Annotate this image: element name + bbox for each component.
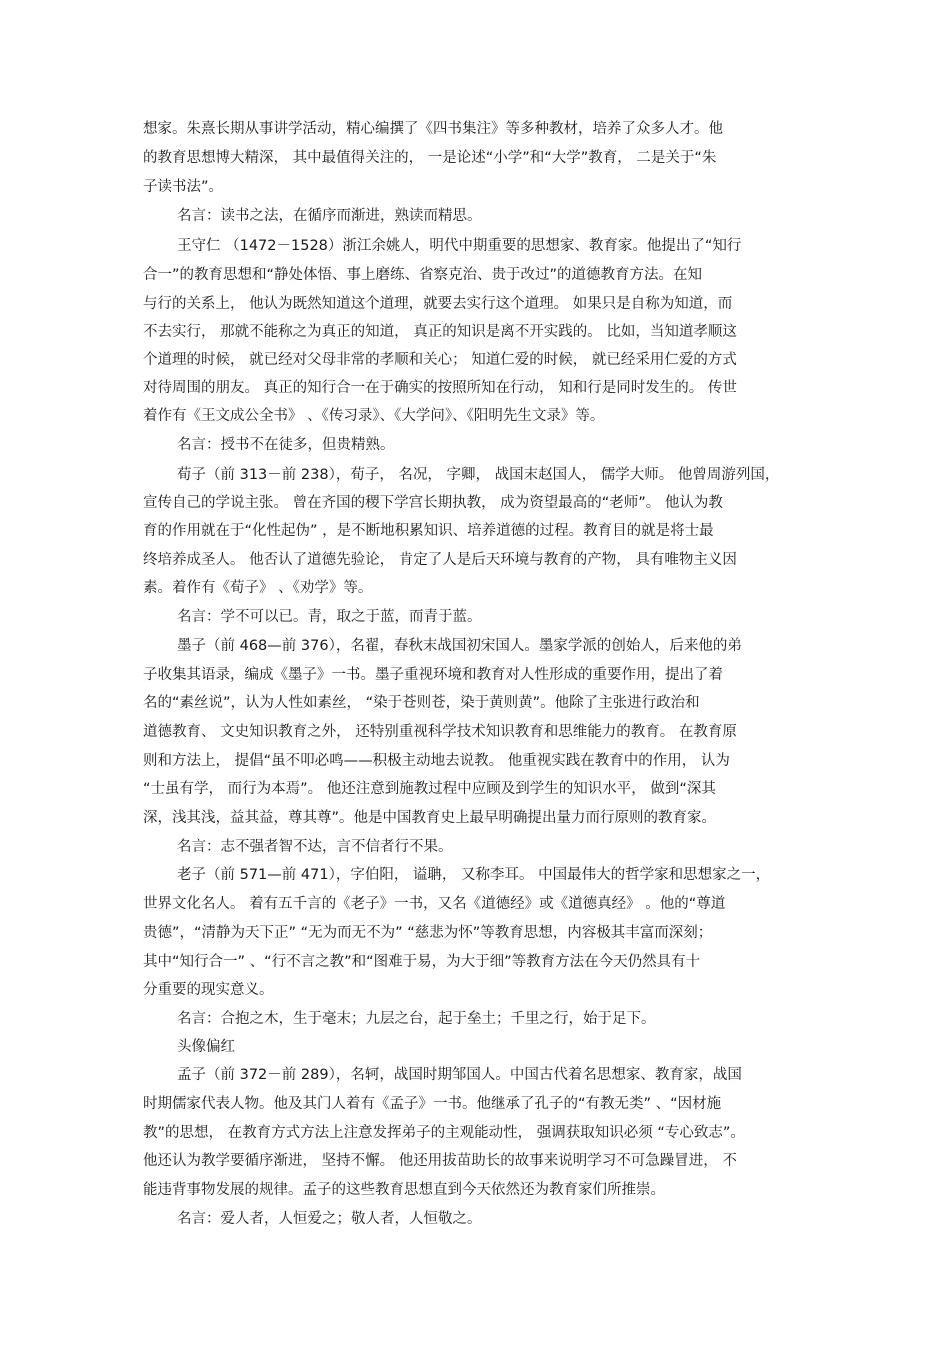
text-line: 老子（前 571—前 471），字伯阳， 谥聃， 又称李耳。 中国最伟大的哲学家和思想家之一， (177, 867, 771, 883)
text-line: 名的“素丝说”，认为人性如素丝， “染于苍则苍，染于黄则黄”。他除了主张进行政治和 (143, 695, 700, 711)
quote-line: 名言：读书之法，在循序而渐进，熟读而精思。 (177, 208, 482, 224)
quote-line: 名言：授书不在徒多，但贵精熟。 (177, 437, 395, 453)
quote-line: 名言：志不强者智不达，言不信者行不果。 (177, 839, 453, 855)
text-line: 个道理的时候， 就已经对父母非常的孝顺和关心； 知道仁爱的时候， 就已经采用仁爱的方式 (143, 352, 737, 368)
quote-line: 名言：学不可以已。青，取之于蓝，而青于蓝。 (177, 609, 482, 625)
text-line: 分重要的现实意义。 (143, 982, 274, 998)
text-line: 子收集其语录，编成《墨子》一书。墨子重视环境和教育对人性形成的重要作用，提出了着 (143, 667, 723, 683)
text-line: 孟子（前 372－前 289），名轲，战国时期邹国人。中国古代着名思想家、教育家，战国 (177, 1067, 742, 1083)
text-line: 着作有《王文成公全书》 、《传习录》、《大学问》、《阳明先生文录》等。 (143, 408, 605, 424)
text-line: 时期儒家代表人物。他及其门人着有《孟子》一书。他继承了孔子的“有教无类” 、“因材施 (143, 1096, 722, 1112)
caption-line: 头像偏红 (177, 1039, 235, 1055)
text-line: 能违背事物发展的规律。孟子的这些教育思想直到今天依然还为教育家们所推崇。 (143, 1182, 665, 1198)
quote-line: 名言：爱人者，人恒爱之；敬人者，人恒敬之。 (177, 1211, 482, 1227)
text-line: 与行的关系上， 他认为既然知道这个道理，就要去实行这个道理。 如果只是自称为知道，而 (143, 296, 733, 312)
text-line: 的教育思想博大精深， 其中最值得关注的， 一是论述“小学”和“大学”教育， 二是关于“朱 (143, 150, 717, 166)
text-line: 他还认为教学要循序渐进， 坚持不懈。 他还用拔苗助长的故事来说明学习不可急躁冒进， 不 (143, 1153, 737, 1169)
text-line: 育的作用就在于“化性起伪” ，是不断地积累知识、培养道德的过程。教育目的就是将士最 (143, 523, 714, 539)
text-line: 王守仁 （1472－1528）浙江余姚人，明代中期重要的思想家、教育家。他提出了“知行 (177, 238, 742, 254)
text-line: 不去实行， 那就不能称之为真正的知道， 真正的知识是离不开实践的。 比如，当知道孝顺这 (143, 324, 737, 340)
text-line: 贵德”，“清静为天下正” “无为而无不为” “慈悲为怀”等教育思想，内容极其丰富而深刻； (143, 925, 713, 941)
text-line: 终培养成圣人。 他否认了道德先验论， 肯定了人是后天环境与教育的产物， 具有唯物主义因 (143, 552, 737, 568)
text-line: 素。着作有《荀子》 、《劝学》等。 (143, 580, 373, 596)
text-line: 想家。朱熹长期从事讲学活动，精心编撰了《四书集注》等多种教材，培养了众多人才。他 (143, 121, 723, 137)
text-line: 合一”的教育思想和“静处体悟、事上磨练、省察克治、贵于改过”的道德教育方法。在知 (143, 267, 703, 283)
text-line: 道德教育、 文史知识教育之外， 还特别重视科学技术知识教育和思维能力的教育。 在教育原 (143, 724, 737, 740)
text-line: 荀子（前 313－前 238），荀子， 名况， 字卿， 战国末赵国人， 儒学大师。 他曾周游列国， (177, 467, 780, 483)
text-line: 宣传自己的学说主张。 曾在齐国的稷下学宫长期执教， 成为资望最高的“老师”。 他认为教 (143, 495, 723, 511)
text-line: 世界文化名人。 着有五千言的《老子》一书，又名《道德经》或《道德真经》 。他的“尊道 (143, 896, 726, 912)
text-line: 对待周围的朋友。 真正的知行合一在于确实的按照所知在行动， 知和行是同时发生的。 传世 (143, 380, 737, 396)
quote-line: 名言：合抱之木，生于毫末；九层之台，起于垒土；千里之行，始于足下。 (177, 1011, 656, 1027)
text-line: 则和方法上， 提倡“虽不叩必鸣——积极主动地去说教。 他重视实践在教育中的作用， 认为 (143, 753, 730, 769)
text-line: 其中“知行合一” 、“行不言之教”和“图难于易，为大于细”等教育方法在今天仍然具有十 (143, 954, 701, 970)
text-line: 子读书法”。 (143, 179, 224, 195)
text-line: 墨子（前 468—前 376），名翟，春秋末战国初宋国人。墨家学派的创始人，后来他的弟 (177, 638, 742, 654)
text-line: 教”的思想， 在教育方式方法上注意发挥弟子的主观能动性， 强调获取知识必须 “专心致志”。 (143, 1125, 745, 1141)
text-line: 深，浅其浅，益其益，尊其尊”。他是中国教育史上最早明确提出量力而行原则的教育家。 (143, 810, 717, 826)
text-line: “士虽有学， 而行为本焉”。 他还注意到施教过程中应顾及到学生的知识水平， 做到“深其 (143, 781, 716, 797)
